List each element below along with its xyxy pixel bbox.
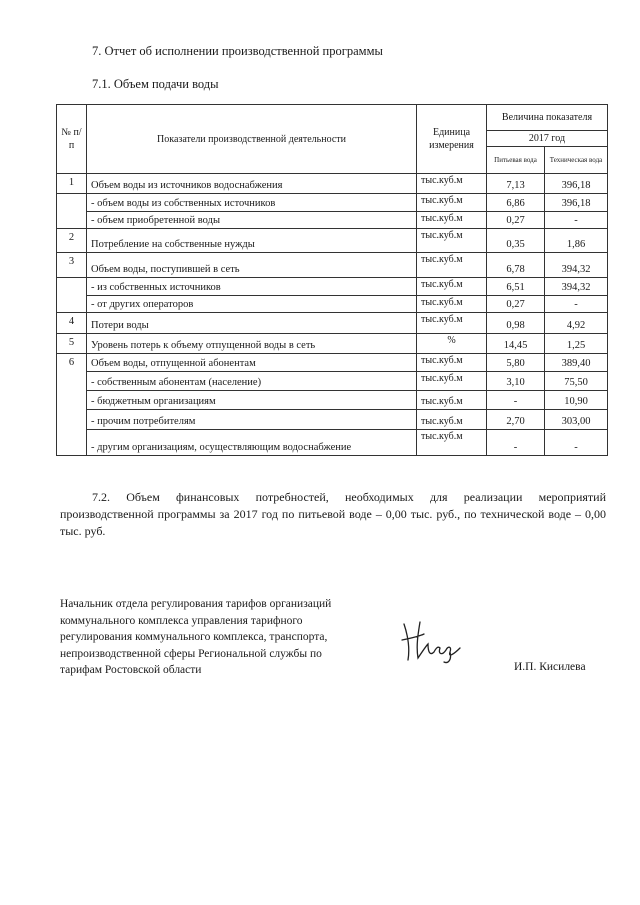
row-potable: 6,78 [487,253,545,278]
row-potable: - [487,430,545,456]
row-technical: - [545,296,608,313]
table-row [57,372,608,391]
row-indicator: - объем воды из собственных источников [87,194,417,212]
row-num: 6 [57,354,87,456]
row-unit: тыс.куб.м [417,430,487,456]
row-unit: тыс.куб.м [417,278,487,296]
section-heading: 7. Отчет об исполнении производственной программы [92,44,383,58]
row-technical: 303,00 [545,410,608,430]
signatory-name: И.П. Кисилева [514,661,586,673]
table-row [57,212,608,229]
row-potable: 6,51 [487,278,545,296]
row-technical: 75,50 [545,372,608,391]
row-indicator: - от других операторов [87,296,417,313]
table-row [57,313,608,334]
row-technical: - [545,212,608,229]
row-indicator: Объем воды, поступившей в сеть [87,253,417,278]
row-unit: тыс.куб.м [417,354,487,372]
row-unit: тыс.куб.м [417,410,487,430]
row-potable: 0,35 [487,229,545,253]
row-technical: 4,92 [545,313,608,334]
row-technical: - [545,430,608,456]
row-technical: 396,18 [545,194,608,212]
row-num [57,278,87,313]
row-potable: 3,10 [487,372,545,391]
row-indicator: Объем воды из источников водоснабжения [87,174,417,194]
row-indicator: - бюджетным организациям [87,391,417,410]
table-row [57,391,608,410]
row-technical: 10,90 [545,391,608,410]
table-row [57,296,608,313]
signatory-block [60,596,390,679]
header-indicator: Показатели производственной деятельности [87,105,417,174]
row-indicator: - из собственных источников [87,278,417,296]
row-unit: тыс.куб.м [417,229,487,253]
row-technical: 1,86 [545,229,608,253]
header-year: 2017 год [487,131,608,147]
header-unit: Единица измерения [417,105,487,174]
row-unit: тыс.куб.м [417,212,487,229]
row-potable: 14,45 [487,334,545,354]
row-indicator: Уровень потерь к объему отпущенной воды в сеть [87,334,417,354]
row-potable: 7,13 [487,174,545,194]
row-indicator: - прочим потребителям [87,410,417,430]
row-indicator: Объем воды, отпущенной абонентам [87,354,417,372]
row-unit: тыс.куб.м [417,313,487,334]
signatory-line: регулирования коммунального комплекса, транспорта, [60,631,328,643]
row-unit: тыс.куб.м [417,296,487,313]
header-value: Величина показателя [487,105,608,131]
row-num [57,194,87,229]
row-num: 2 [57,229,87,253]
row-num: 1 [57,174,87,194]
water-supply-table [56,104,608,456]
signatory-line: коммунального комплекса управления тарифного [60,614,303,627]
row-unit: тыс.куб.м [417,372,487,391]
financial-needs-paragraph [60,489,606,540]
signatory-line: непроизводственной сферы Региональной службы по [60,647,322,660]
header-potable: Питьевая вода [487,147,545,174]
row-unit: тыс.куб.м [417,391,487,410]
row-potable: 0,98 [487,313,545,334]
table-row [57,334,608,354]
subsection-heading: 7.1. Объем подачи воды [92,77,219,91]
row-potable: 2,70 [487,410,545,430]
row-potable: - [487,391,545,410]
row-technical: 394,32 [545,278,608,296]
table-row [57,194,608,212]
row-num: 5 [57,334,87,354]
row-indicator: - собственным абонентам (население) [87,372,417,391]
row-unit: тыс.куб.м [417,194,487,212]
handwritten-signature [398,616,468,666]
row-indicator: - другим организациям, осуществляющим водоснабжение [87,430,417,456]
row-potable: 0,27 [487,296,545,313]
signatory-line: Начальник отдела регулирования тарифов организаций [60,598,332,610]
table-row [57,278,608,296]
row-potable: 0,27 [487,212,545,229]
row-potable: 5,80 [487,354,545,372]
table-row [57,174,608,194]
header-num: № п/п [57,105,87,174]
row-unit: % [417,334,487,354]
row-indicator: Потребление на собственные нужды [87,229,417,253]
table-row [57,410,608,430]
paragraph-text: 7.2. Объем финансовых потребностей, необходимых для реализации мероприятий производственной программы за 2017 год по питьевой воде – 0,00 тыс. руб., по технической воде – 0,00 тыс. руб. [60,490,606,538]
table-row [57,229,608,253]
row-indicator: - объем приобретенной воды [87,212,417,229]
row-unit: тыс.куб.м [417,253,487,278]
table-row [57,354,608,372]
row-indicator: Потери воды [87,313,417,334]
table-row [57,430,608,456]
row-technical: 396,18 [545,174,608,194]
row-technical: 394,32 [545,253,608,278]
row-potable: 6,86 [487,194,545,212]
signatory-line: тарифам Ростовской области [60,664,202,676]
row-technical: 1,25 [545,334,608,354]
row-num: 4 [57,313,87,334]
header-technical: Техническая вода [545,147,608,174]
row-num: 3 [57,253,87,278]
row-technical: 389,40 [545,354,608,372]
row-unit: тыс.куб.м [417,174,487,194]
table-row [57,253,608,278]
